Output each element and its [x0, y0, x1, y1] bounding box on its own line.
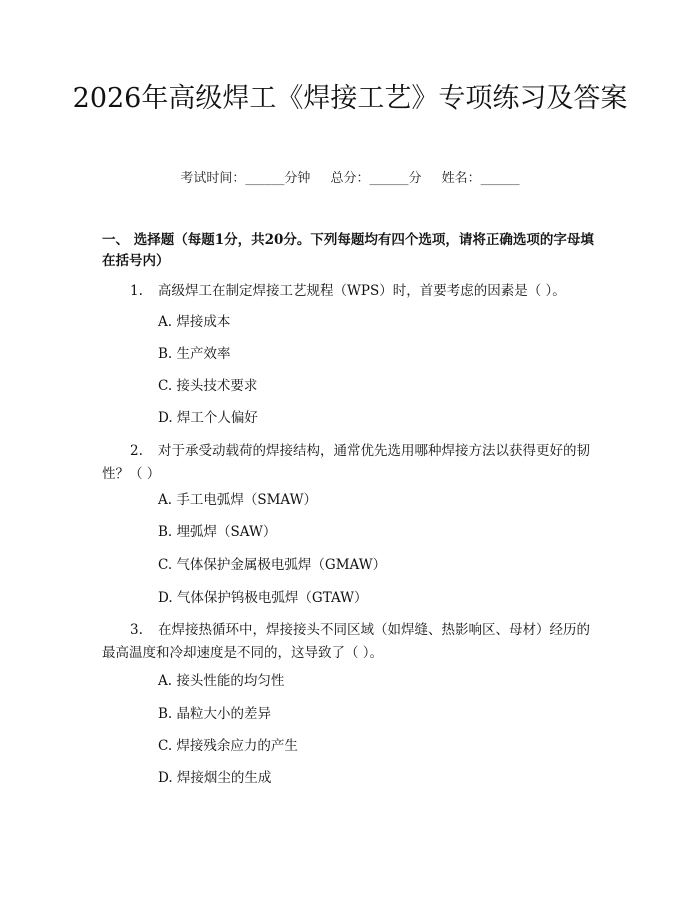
- question-text: 高级焊工在制定焊接工艺规程（WPS）时，首要考虑的因素是（ ）。: [158, 283, 566, 299]
- option-2c: C. 气体保护金属极电弧焊（GMAW）: [158, 557, 387, 573]
- question-number: 3.: [130, 622, 143, 638]
- option-1d: D. 焊工个人偏好: [158, 410, 258, 426]
- option-3d: D. 焊接烟尘的生成: [158, 770, 272, 786]
- question-1: [102, 280, 602, 303]
- option-3a: A. 接头性能的均匀性: [158, 673, 285, 689]
- question-text: 在焊接热循环中，焊接接头不同区域（如焊缝、热影响区、母材）经历的最高温度和冷却速度是不同的，这导致了（ ）。: [102, 622, 590, 661]
- exam-name: 姓名：______: [441, 171, 520, 186]
- option-1b: B. 生产效率: [158, 346, 231, 362]
- option-3c: C. 焊接残余应力的产生: [158, 738, 298, 754]
- option-1c: C. 接头技术要求: [158, 378, 258, 394]
- option-2a: A. 手工电弧焊（SMAW）: [158, 492, 317, 508]
- question-text: 对于承受动载荷的焊接结构，通常优先选用哪种焊接方法以获得更好的韧性？（ ）: [102, 443, 590, 482]
- option-2d: D. 气体保护钨极电弧焊（GTAW）: [158, 590, 368, 606]
- exam-meta: [0, 167, 700, 186]
- option-2b: B. 埋弧焊（SAW）: [158, 524, 277, 540]
- question-2: [102, 440, 602, 486]
- option-3b: B. 晶粒大小的差异: [158, 706, 272, 722]
- option-1a: A. 焊接成本: [158, 314, 231, 330]
- question-3: [102, 619, 602, 665]
- question-number: 1.: [130, 283, 143, 299]
- question-number: 2.: [130, 443, 143, 459]
- page-title: 2026年高级焊工《焊接工艺》专项练习及答案: [72, 83, 628, 114]
- exam-score: 总分：______分: [330, 171, 422, 186]
- exam-time: 考试时间：______分钟: [180, 171, 311, 186]
- section-heading: 一、 选择题（每题1分，共20分。下列每题均有四个选项，请将正确选项的字母填在括号内）: [102, 232, 594, 269]
